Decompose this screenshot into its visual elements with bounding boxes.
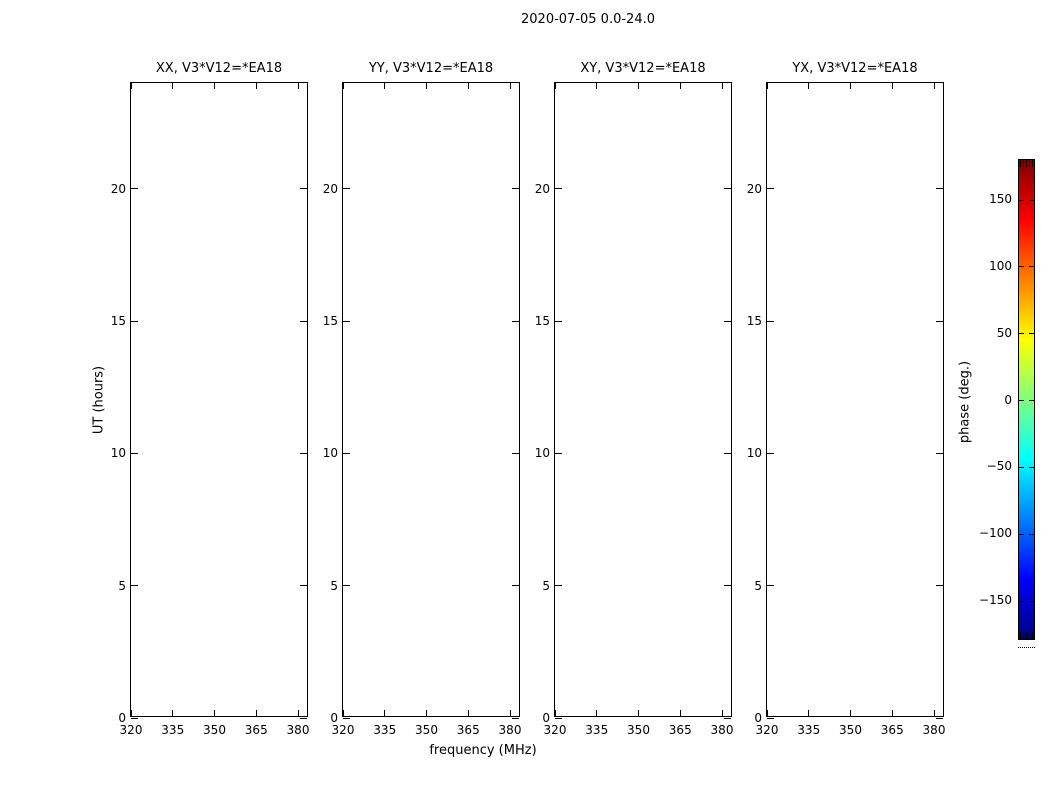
y-tick-label: 20 <box>110 181 126 196</box>
colorbar-tick-label: −50 <box>986 459 1012 474</box>
y-tick-label: 10 <box>746 446 762 461</box>
x-tick-label: 380 <box>498 723 522 737</box>
y-tick-label: 15 <box>322 314 338 329</box>
y-tick-label: 15 <box>534 314 550 329</box>
x-tick-mark <box>596 710 597 716</box>
x-tick-mark <box>850 83 851 89</box>
x-tick-mark <box>343 83 344 89</box>
x-tick-label: 365 <box>668 723 692 737</box>
subplot-xx <box>110 61 310 737</box>
x-tick-mark <box>298 710 299 716</box>
y-tick-mark <box>131 585 138 586</box>
x-tick-mark <box>214 710 215 716</box>
y-tick-mark <box>936 188 943 189</box>
x-tick-mark <box>426 710 427 716</box>
x-tick-mark <box>468 83 469 89</box>
x-tick-label: 350 <box>203 723 226 737</box>
x-tick-mark <box>298 83 299 89</box>
figure-title: 2020-07-05 0.0-24.0 <box>521 12 655 27</box>
colorbar-tick-mark <box>1029 400 1034 401</box>
y-tick-mark <box>936 585 943 586</box>
y-tick-mark <box>343 585 350 586</box>
y-tick-mark <box>767 321 774 322</box>
colorbar-tick-mark <box>1019 601 1024 602</box>
colorbar-tick-mark <box>1019 534 1024 535</box>
x-tick-mark <box>680 710 681 716</box>
colorbar-tick-mark <box>1019 200 1024 201</box>
colorbar-dotted-edge <box>1018 647 1035 648</box>
y-tick-mark <box>300 585 307 586</box>
x-tick-mark <box>767 83 768 89</box>
y-tick-mark <box>724 585 731 586</box>
colorbar-tick-label: −100 <box>979 526 1012 541</box>
x-tick-mark <box>638 710 639 716</box>
colorbar-bottom-hatch-icon <box>1020 632 1034 639</box>
colorbar-tick-mark <box>1019 333 1024 334</box>
x-tick-mark <box>131 83 132 89</box>
y-tick-label: 0 <box>118 711 126 725</box>
colorbar-top-hatch-icon <box>1020 160 1034 167</box>
subplot-xy <box>534 61 734 737</box>
x-tick-label: 350 <box>415 723 438 737</box>
y-tick-mark <box>555 321 562 322</box>
y-tick-label: 20 <box>746 181 762 196</box>
y-tick-mark <box>512 718 519 719</box>
x-tick-label: 335 <box>373 723 397 737</box>
subplot-title: XY, V3*V12=*EA18 <box>580 61 706 76</box>
y-tick-label: 5 <box>118 578 126 593</box>
x-tick-label: 380 <box>286 723 310 737</box>
y-tick-mark <box>300 453 307 454</box>
colorbar-tick-label: 50 <box>996 325 1012 340</box>
x-tick-label: 350 <box>627 723 650 737</box>
colorbar-tick-label: −150 <box>979 593 1012 607</box>
x-tick-label: 380 <box>922 723 946 737</box>
x-tick-mark <box>510 710 511 716</box>
y-tick-mark <box>343 188 350 189</box>
y-tick-mark <box>343 453 350 454</box>
y-tick-label: 5 <box>754 578 762 593</box>
colorbar-tick-label: 150 <box>989 192 1012 207</box>
x-tick-label: 335 <box>585 723 609 737</box>
y-tick-mark <box>131 188 138 189</box>
x-tick-mark <box>808 710 809 716</box>
y-tick-mark <box>300 188 307 189</box>
x-tick-mark <box>596 83 597 89</box>
colorbar-tick-mark <box>1019 266 1024 267</box>
y-tick-mark <box>724 188 731 189</box>
y-tick-mark <box>343 718 350 719</box>
x-tick-label: 320 <box>543 723 567 737</box>
colorbar-tick-mark <box>1029 534 1034 535</box>
y-tick-mark <box>512 321 519 322</box>
y-axis-label: UT (hours) <box>91 365 107 435</box>
x-tick-mark <box>131 710 132 716</box>
x-tick-mark <box>808 83 809 89</box>
colorbar-tick-mark <box>1029 467 1034 468</box>
x-tick-label: 320 <box>331 723 355 737</box>
y-tick-label: 5 <box>542 578 550 593</box>
x-tick-mark <box>767 710 768 716</box>
colorbar-tick-mark <box>1029 601 1034 602</box>
subplot-title: XX, V3*V12=*EA18 <box>155 61 283 76</box>
y-tick-label: 10 <box>322 446 338 461</box>
colorbar-tick-mark <box>1019 467 1024 468</box>
x-tick-mark <box>555 710 556 716</box>
y-tick-mark <box>512 585 519 586</box>
y-tick-label: 0 <box>754 711 762 725</box>
x-tick-label: 335 <box>161 723 185 737</box>
y-tick-mark <box>936 718 943 719</box>
x-tick-mark <box>892 83 893 89</box>
y-tick-mark <box>724 321 731 322</box>
x-tick-mark <box>638 83 639 89</box>
x-tick-label: 335 <box>797 723 821 737</box>
y-tick-mark <box>936 453 943 454</box>
x-tick-label: 365 <box>880 723 904 737</box>
y-tick-mark <box>131 718 138 719</box>
x-tick-mark <box>172 83 173 89</box>
colorbar-tick-label: 0 <box>1004 392 1012 407</box>
y-tick-label: 5 <box>330 578 338 593</box>
x-tick-label: 380 <box>710 723 734 737</box>
y-tick-mark <box>300 718 307 719</box>
colorbar-tick-mark <box>1029 200 1034 201</box>
y-tick-mark <box>512 453 519 454</box>
subplot-title: YX, V3*V12=*EA18 <box>792 61 918 76</box>
x-tick-mark <box>426 83 427 89</box>
y-tick-label: 15 <box>746 314 762 329</box>
colorbar <box>1018 159 1035 640</box>
x-tick-mark <box>934 710 935 716</box>
y-tick-label: 20 <box>322 181 338 196</box>
y-tick-mark <box>724 453 731 454</box>
y-tick-mark <box>555 188 562 189</box>
y-tick-mark <box>767 453 774 454</box>
y-tick-mark <box>767 585 774 586</box>
subplot-yy <box>322 61 522 737</box>
x-tick-label: 365 <box>456 723 480 737</box>
y-tick-mark <box>767 718 774 719</box>
x-tick-mark <box>214 83 215 89</box>
y-tick-label: 0 <box>330 711 338 725</box>
x-tick-label: 365 <box>244 723 268 737</box>
subplot-yx <box>746 61 946 737</box>
y-tick-mark <box>131 453 138 454</box>
y-tick-mark <box>724 718 731 719</box>
subplot-title: YY, V3*V12=*EA18 <box>368 61 494 76</box>
x-axis-label: frequency (MHz) <box>429 743 537 758</box>
colorbar-tick-mark <box>1029 266 1034 267</box>
x-tick-mark <box>850 710 851 716</box>
y-tick-mark <box>936 321 943 322</box>
y-tick-mark <box>555 585 562 586</box>
x-tick-mark <box>555 83 556 89</box>
x-tick-mark <box>343 710 344 716</box>
x-tick-mark <box>384 710 385 716</box>
x-tick-mark <box>892 710 893 716</box>
y-tick-label: 20 <box>534 181 550 196</box>
colorbar-tick-label: 100 <box>989 258 1012 273</box>
y-tick-label: 10 <box>110 446 126 461</box>
x-tick-mark <box>384 83 385 89</box>
colorbar-tick-mark <box>1029 333 1034 334</box>
y-tick-label: 10 <box>534 446 550 461</box>
x-tick-mark <box>172 710 173 716</box>
x-tick-label: 350 <box>839 723 862 737</box>
colorbar-axis-label: phase (deg.) <box>957 360 973 444</box>
y-tick-mark <box>512 188 519 189</box>
y-tick-label: 15 <box>110 314 126 329</box>
x-tick-mark <box>256 83 257 89</box>
x-tick-mark <box>722 710 723 716</box>
y-tick-mark <box>767 188 774 189</box>
y-tick-mark <box>131 321 138 322</box>
y-tick-mark <box>555 718 562 719</box>
x-tick-mark <box>510 83 511 89</box>
x-tick-label: 320 <box>119 723 143 737</box>
colorbar-tick-mark <box>1019 400 1024 401</box>
y-tick-mark <box>300 321 307 322</box>
y-tick-label: 0 <box>542 711 550 725</box>
y-tick-mark <box>555 453 562 454</box>
x-tick-mark <box>256 710 257 716</box>
y-tick-mark <box>343 321 350 322</box>
x-tick-label: 320 <box>755 723 779 737</box>
x-tick-mark <box>468 710 469 716</box>
x-tick-mark <box>722 83 723 89</box>
x-tick-mark <box>680 83 681 89</box>
x-tick-mark <box>934 83 935 89</box>
